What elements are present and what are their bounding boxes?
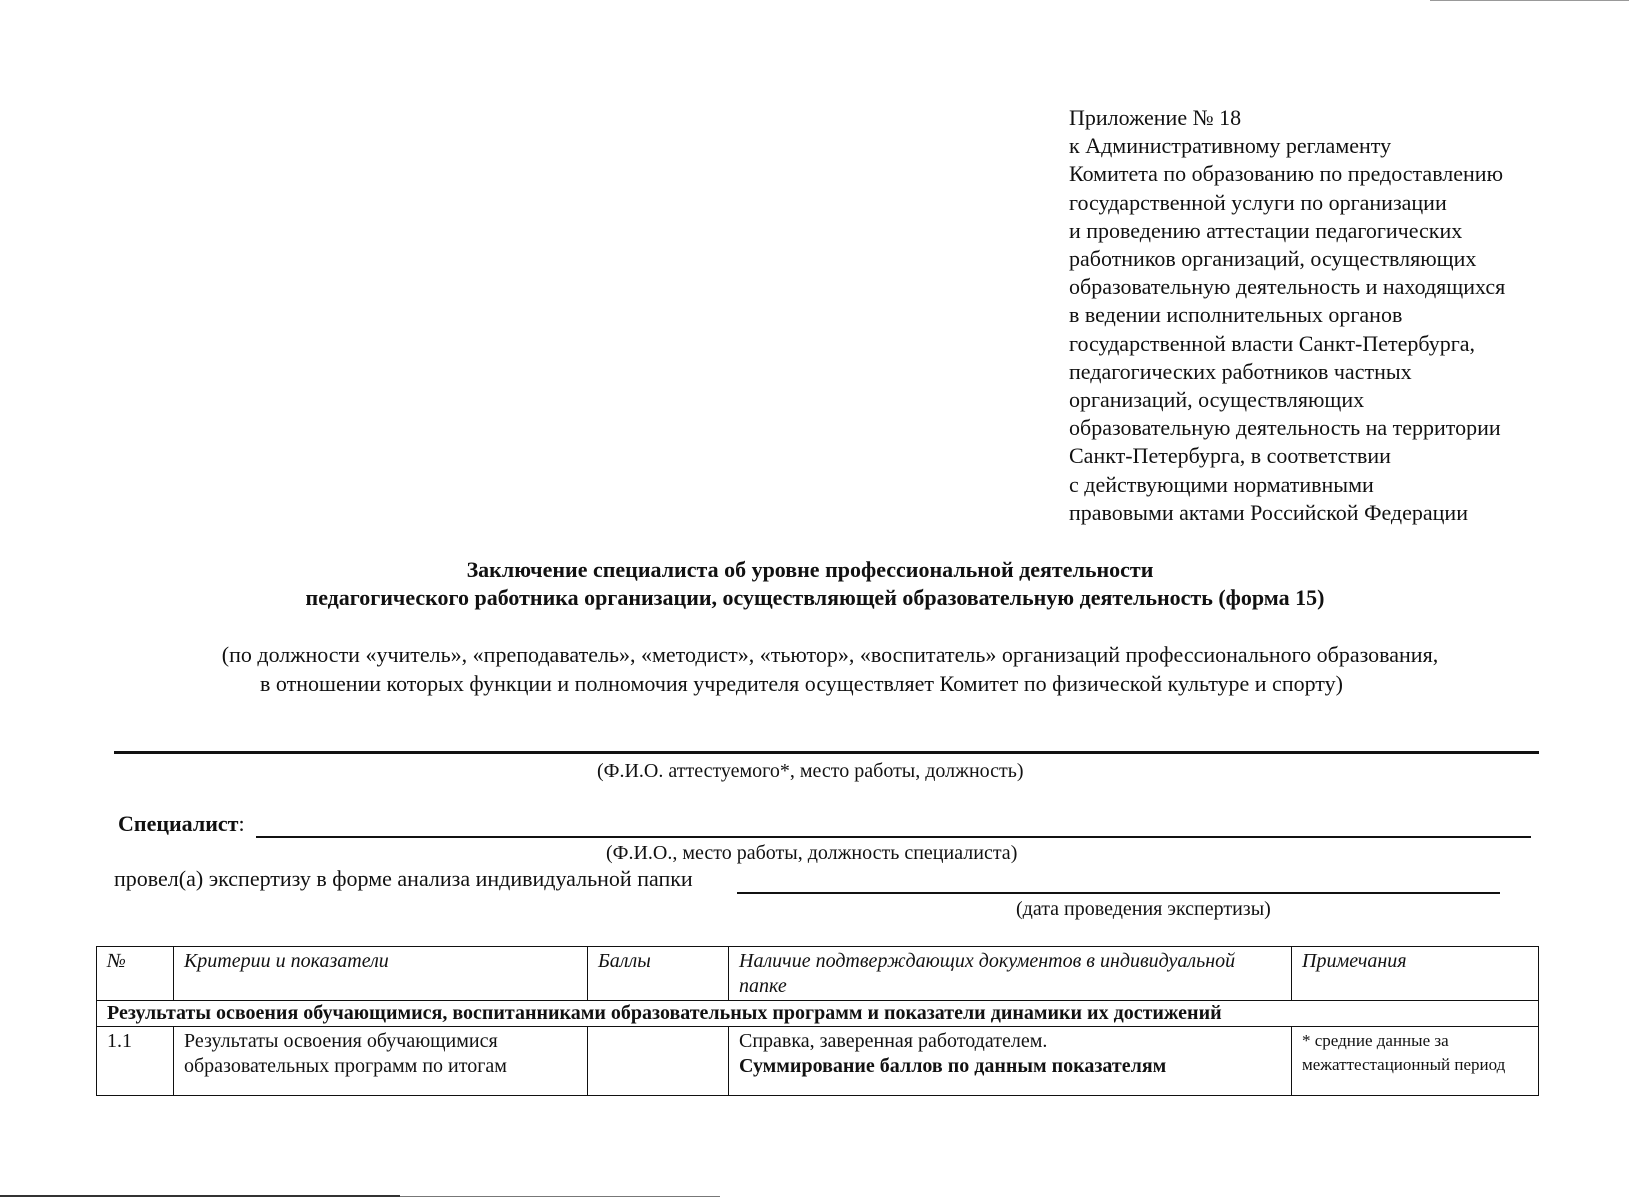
appendix-line: образовательную деятельность на территории [1069,415,1501,441]
appendix-line: образовательную деятельность и находящихся [1069,274,1506,300]
appendix-line: правовыми актами Российской Федерации [1069,499,1468,525]
expertise-label: провел(а) экспертизу в форме анализа индивидуальной папки [114,866,693,891]
appendix-line: с действующими нормативными [1069,471,1374,497]
row-docs-line-1: Справка, заверенная работодателем. [739,1030,1048,1052]
row-docs-line-2: Суммирование баллов по данным показателям [739,1055,1167,1077]
document-title-line-2: педагогического работника организации, осуществляющей образовательную деятельность (форма 15) [305,585,1325,610]
specialist-caption: (Ф.И.О., место работы, должность специалиста) [606,842,1018,864]
appendix-line: Санкт-Петербурга, в соответствии [1069,443,1391,469]
appendix-line: работников организаций, осуществляющих [1069,246,1477,272]
header-score: Баллы [588,947,729,1001]
expertise-date-underline[interactable] [737,892,1500,894]
appendix-line: педагогических работников частных [1069,358,1412,384]
criteria-table [96,946,1539,1096]
header-num: № [97,947,174,1001]
appendix-line: Приложение № 18 [1069,105,1242,130]
row-criteria: Результаты освоения обучающимися образовательных программ по итогам [174,1027,588,1096]
section-title: Результаты освоения обучающимися, воспитанниками образовательных программ и показатели динамики их достижений [97,1001,1539,1027]
document-subtitle-line-2: в отношении которых функции и полномочия учредителя осуществляет Комитет по физической культуре и спорту) [260,671,1343,696]
row-docs [729,1027,1292,1096]
fio-underline[interactable] [114,751,1539,754]
appendix-line: Комитета по образованию по предоставлению [1069,161,1504,187]
appendix-block [1069,104,1589,527]
specialist-label [118,811,245,837]
row-score-cell[interactable] [588,1027,729,1096]
table-section-row [97,1001,1539,1027]
row-notes: * средние данные за межаттестационный период [1292,1027,1539,1096]
appendix-line: к Административному регламенту [1069,133,1392,159]
table-header-row [97,947,1539,1001]
document-subtitle-line-1: (по должности «учитель», «преподаватель», «методист», «тьютор», «воспитатель» организаций профессионального образования, [221,642,1439,667]
scan-edge-mark [400,1196,720,1197]
header-docs: Наличие подтверждающих документов в индивидуальной папке [729,947,1292,1001]
document-title-line-1: Заключение специалиста об уровне профессиональной деятельности [466,557,1154,582]
appendix-line: государственной власти Санкт-Петербурга, [1069,330,1476,356]
expertise-date-caption: (дата проведения экспертизы) [1016,898,1271,920]
specialist-underline[interactable] [256,836,1531,838]
appendix-line: и проведению аттестации педагогических [1069,217,1463,243]
table-row [97,1027,1539,1096]
header-notes: Примечания [1292,947,1539,1001]
header-criteria: Критерии и показатели [174,947,588,1001]
row-num: 1.1 [97,1027,174,1096]
specialist-colon: : [238,811,245,836]
scan-edge-mark [1430,0,1629,1]
appendix-line: организаций, осуществляющих [1069,387,1365,413]
fio-caption: (Ф.И.О. аттестуемого*, место работы, должность) [597,760,1024,782]
appendix-line: государственной услуги по организации [1069,189,1447,215]
appendix-line: в ведении исполнительных органов [1069,302,1403,328]
scan-edge-mark [0,1195,400,1197]
specialist-label-text: Специалист [118,811,239,836]
